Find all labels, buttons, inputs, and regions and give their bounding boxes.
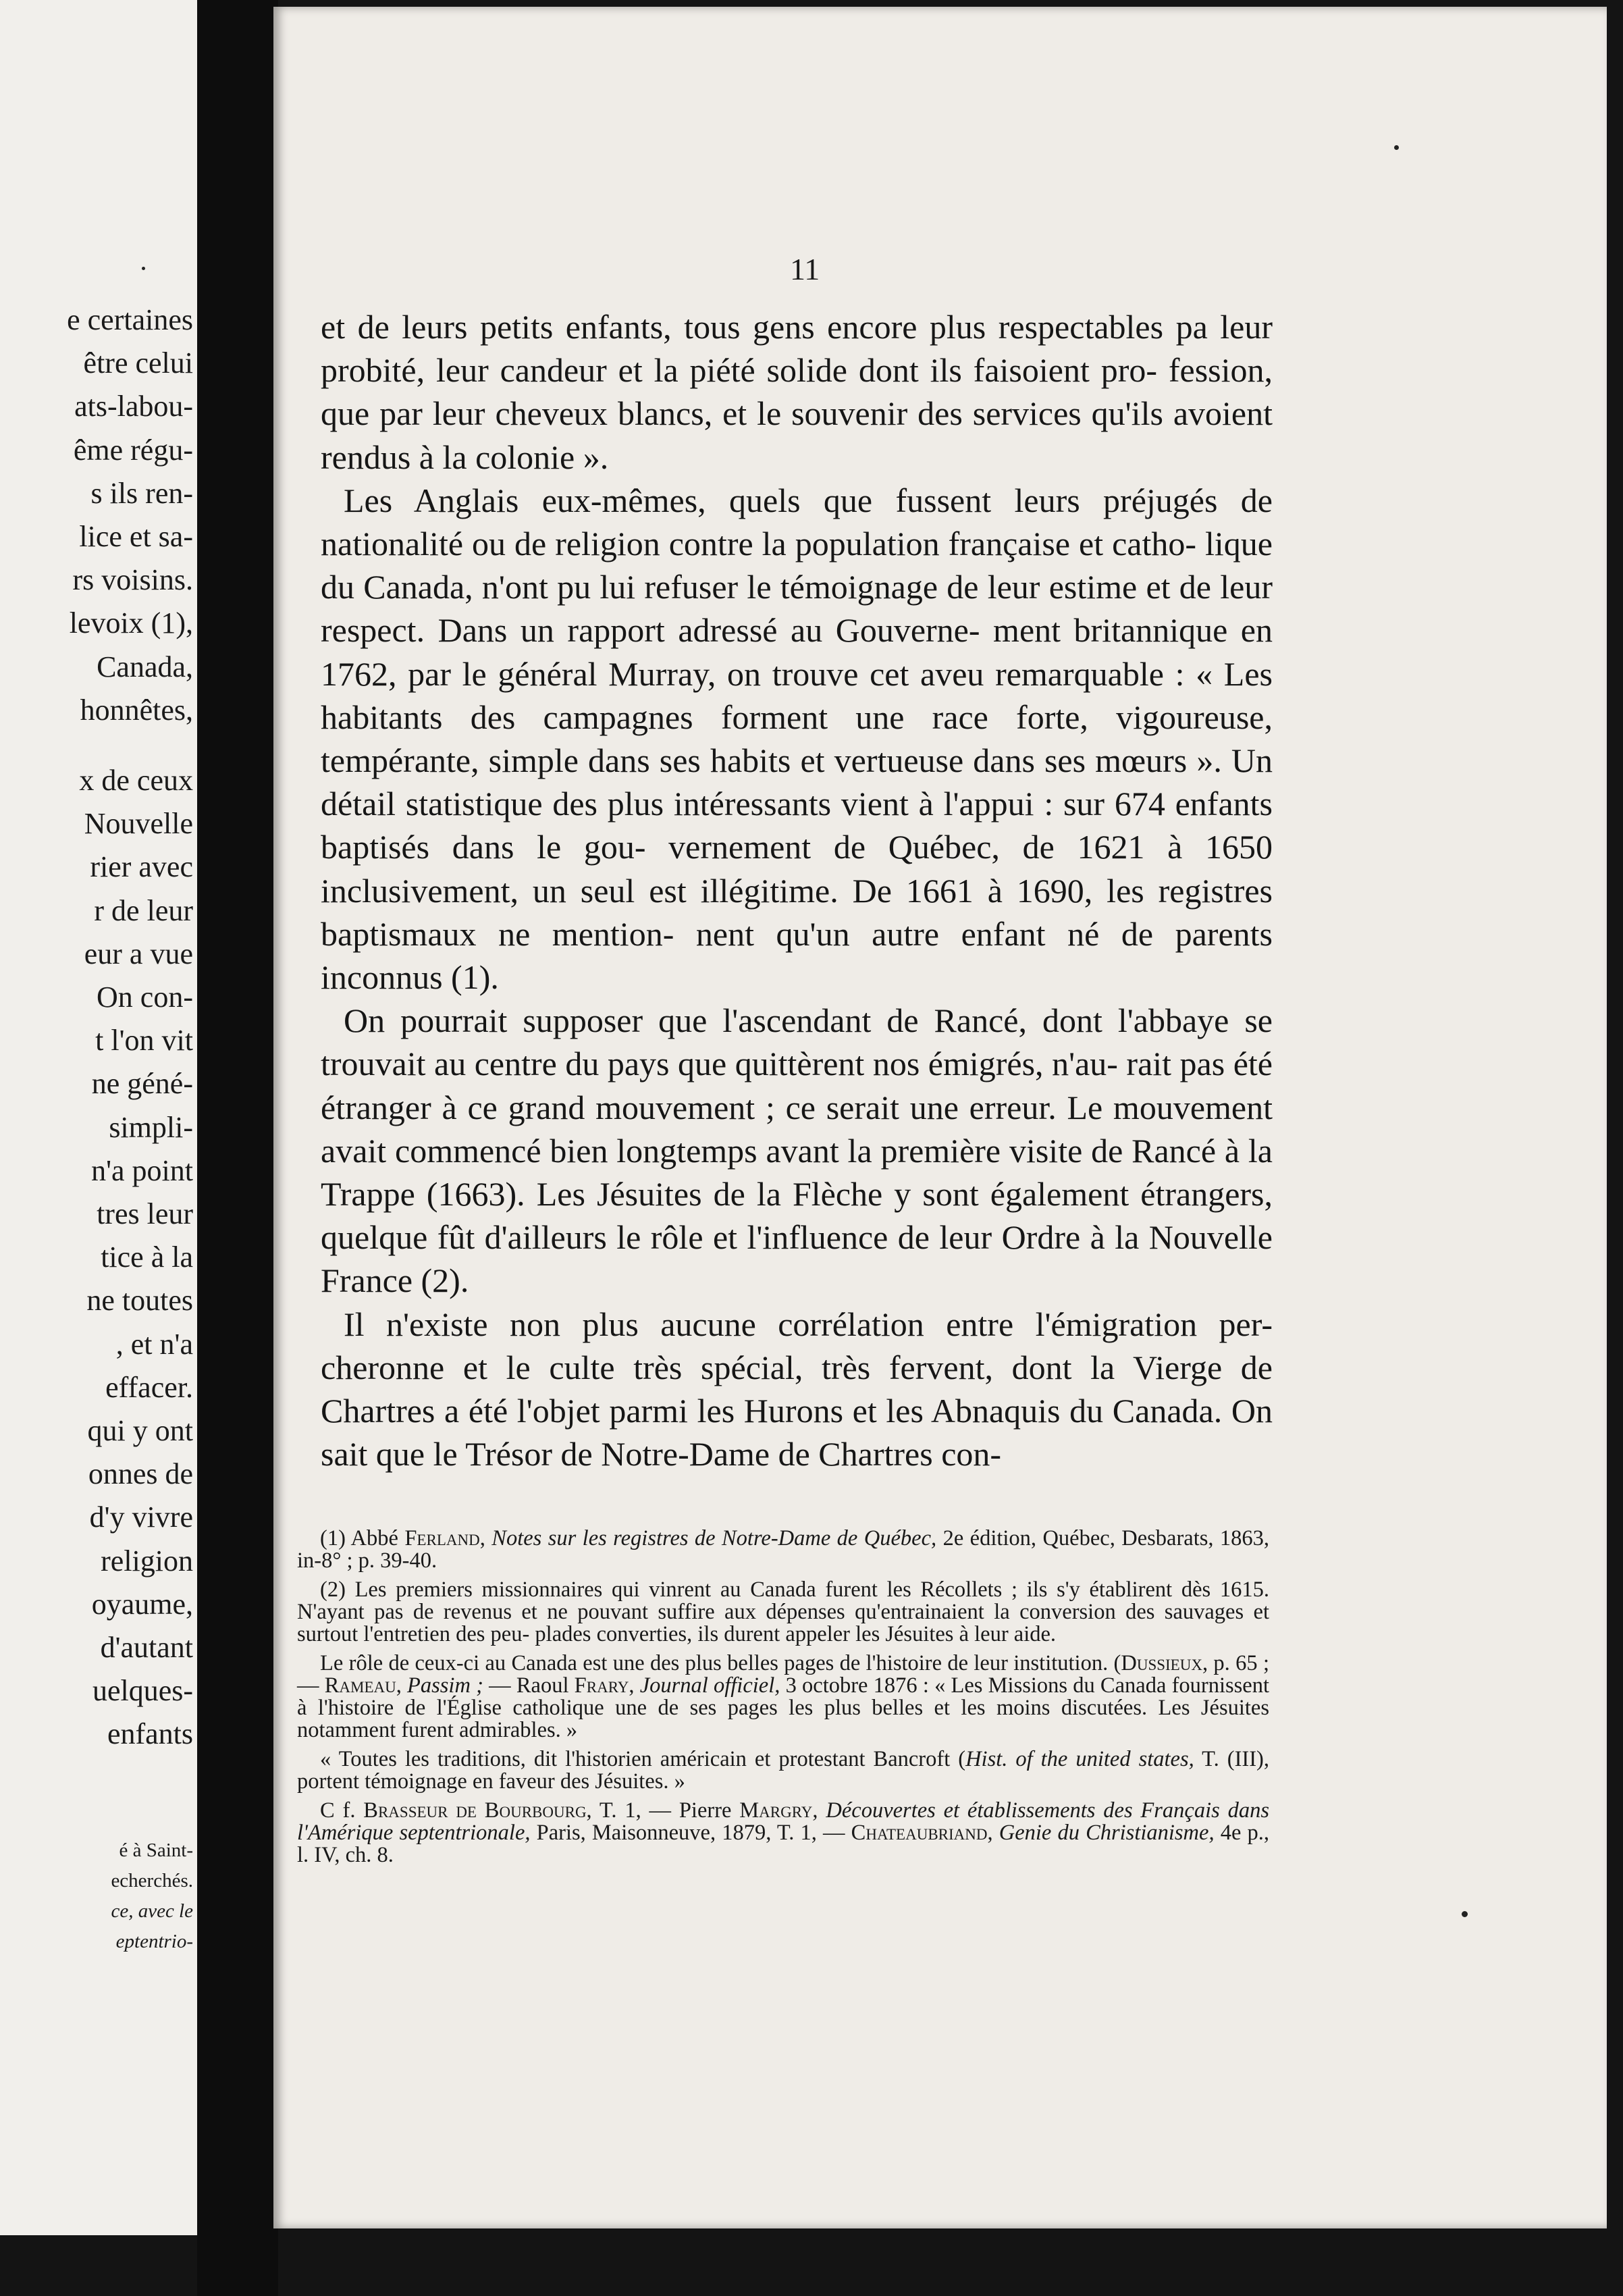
previous-page-line: Nouvelle (84, 807, 193, 841)
paragraph-2: Les Anglais eux-mêmes, quels que fussent leurs préjugés de nationalité ou de religion contre la population française et catho- lique du Canada, n'ont pu lui refuser le témoignage de leur estime et de leur respect. Dans un rapport adressé au Gouverne- ment britannique en 1762, par le général Murray, on trouve cet aveu remarquable : « Les habitants des campagnes forment une race forte, vigoureuse, tempérante, simple dans ses habits et vertueuse dans ses mœurs ». Un détail statistique des plus intéressants vient à l'appui : sur 674 enfants baptisés dans le gou- vernement de Québec, de 1621 à 1650 inclusivement, un seul est illégitime. De 1661 à 1690, les registres baptismaux ne mention- nent qu'un autre enfant né de parents inconnus (1). (321, 481, 1273, 997)
citation-title: Genie du Christianisme, (992, 1821, 1215, 1845)
previous-page-line: être celui (83, 346, 193, 380)
footnote-2-number: (2) (320, 1577, 346, 1602)
previous-page-line: t l'on vit (95, 1024, 193, 1058)
citation-author: Margry, (739, 1798, 818, 1823)
citation-author: Chateaubriand, (851, 1821, 993, 1845)
previous-page-line: e certaines (67, 303, 193, 336)
previous-page-line: On con- (97, 981, 193, 1014)
footnote-text: p. 65 ; — (297, 1651, 1270, 1698)
previous-page-line: oyaume, (91, 1587, 193, 1621)
page-number: 11 (790, 252, 820, 286)
previous-page-line: tres leur (97, 1197, 193, 1230)
previous-page-footnote-line: echerchés. (111, 1870, 193, 1891)
citation-title: Passim ; (401, 1673, 483, 1698)
footnote-2 (297, 1579, 1269, 1646)
footnote-bancroft (297, 1748, 1269, 1793)
footnote-references (297, 1800, 1269, 1867)
previous-page-line: Canada, (97, 650, 193, 683)
previous-page-line: ne géné- (91, 1067, 193, 1101)
footnote-1-title: Notes sur les registres de Notre-Dame de Québec, (491, 1526, 937, 1550)
previous-page-line: d'y vivre (89, 1501, 193, 1534)
previous-page-line: onnes de (88, 1457, 193, 1491)
previous-page-line: lice et sa- (79, 520, 193, 553)
previous-page-line: enfants (107, 1717, 193, 1751)
previous-page-line: rier avec (90, 850, 193, 884)
previous-page-line: honnêtes, (80, 693, 193, 727)
previous-page-line: r de leur (94, 893, 193, 927)
citation-author: Dussieux, (1121, 1651, 1208, 1675)
footnote-text: — Raoul (483, 1673, 575, 1698)
footnote-text: 3 octobre 1876 : « Les Missions du Canada fournissent à l'histoire de l'Église catholique une de ses pages les plus belles et les moins discutées. Les Jésuites notamment furent admirables. » (297, 1673, 1270, 1742)
footnote-1-number: (1) (320, 1526, 346, 1550)
scan-speck (142, 267, 145, 270)
paragraph-4: Il n'existe non plus aucune corrélation entre l'émigration per- cheronne et le culte très spécial, très fervent, dont la Vierge de Chartres a été l'objet parmi les Hurons et les Abnaquis du Canada. On sait que le Trésor de Notre-Dame de Chartres con- (321, 1305, 1273, 1473)
paragraph-1: et de leurs petits enfants, tous gens encore plus respectables pa leur probité, leur candeur et la piété solide dont ils faisoient pro- fession, que par leur cheveux blancs, et le souvenir des services qu'ils avoient rendus à la colonie ». (321, 308, 1273, 476)
footnote-1 (297, 1528, 1269, 1572)
citation-author: Frary, (574, 1673, 635, 1698)
previous-page-line: ême régu- (73, 433, 193, 467)
previous-page-line: uelques- (92, 1674, 193, 1708)
scan-speck (1394, 145, 1399, 150)
citation-title: Journal officiel, (634, 1673, 780, 1698)
book-gutter (197, 0, 278, 2296)
previous-page-line: x de ceux (79, 764, 193, 797)
footnote-text: Le rôle de ceux-ci au Canada est une des plus belles pages de l'histoire de leur institution. ( (320, 1651, 1121, 1675)
footnote-1-details: 2e édition, Québec, Desbarats, 1863, in-8° ; p. 39-40. (297, 1526, 1270, 1573)
footnote-2-continued (297, 1652, 1269, 1742)
citation-title: Découvertes et établissements des Français dans l'Amérique septentrionale, (297, 1798, 1270, 1845)
footnote-text: C f. (320, 1798, 364, 1823)
scan-speck (1462, 1911, 1468, 1917)
previous-page-line: simpli- (109, 1110, 193, 1144)
paragraph-3: On pourrait supposer que l'ascendant de Rancé, dont l'abbaye se trouvait au centre du pays que quittèrent nos émigrés, n'au- rait pas été étranger à ce grand mouvement ; ce serait une erreur. Le mouvement avait commencé bien longtemps avant la première visite de Rancé à la Trappe (1663). Les Jésuites de la Flèche y sont également étrangers, quelque fût d'ailleurs le rôle et l'influence de leur Ordre à la Nouvelle France (2). (321, 1001, 1273, 1300)
previous-page-line: rs voisins. (72, 563, 193, 597)
previous-page-line: tice à la (101, 1241, 193, 1274)
previous-page-line: ne toutes (86, 1284, 193, 1317)
footnote-2-text: Les premiers missionnaires qui vinrent au Canada furent les Récollets ; ils s'y établirent dès 1615. N'ayant pas de revenus et ne pouvant suffire aux dépenses qu'entrainaient la conversion des sauvages et surtout l'entretien des peu- plades converties, ils durent appeler les Jésuites à leur aide. (297, 1577, 1269, 1646)
citation-author: Brasseur de Bourbourg, (363, 1798, 592, 1823)
footnotes (297, 1528, 1269, 1873)
footnote-1-author: Ferland, (404, 1526, 485, 1550)
previous-page-fragment (0, 0, 197, 2235)
previous-page-line: ats-labou- (74, 390, 193, 423)
previous-page-line: qui y ont (87, 1414, 193, 1447)
previous-page-line: s ils ren- (90, 476, 193, 510)
previous-page-line: d'autant (100, 1631, 193, 1664)
previous-page-line: eur a vue (84, 937, 193, 970)
previous-page-line: levoix (1), (69, 606, 193, 640)
previous-page-line: effacer. (105, 1370, 193, 1404)
footnote-text: « Toutes les traditions, dit l'historien américain et protestant Bancroft ( (320, 1747, 966, 1771)
footnote-text: T. (III), portent témoignage en faveur des Jésuites. » (297, 1747, 1269, 1794)
footnote-1-author-prefix: Abbé (350, 1526, 398, 1550)
previous-page-footnote-line: é à Saint- (119, 1840, 193, 1861)
footnote-text: 4e p., l. IV, ch. 8. (297, 1821, 1269, 1867)
citation-title: Hist. of the united states, (965, 1747, 1194, 1771)
previous-page-footnote-line: ce, avec le (111, 1900, 193, 1922)
previous-page-footnote-line: eptentrio- (115, 1931, 193, 1952)
citation-author: Rameau, (324, 1673, 402, 1698)
footnote-text: T. 1, — Pierre (591, 1798, 740, 1823)
page-body (321, 305, 1273, 1476)
footnote-text: Paris, Maisonneuve, 1879, T. 1, — (530, 1821, 851, 1845)
previous-page-line: n'a point (91, 1153, 193, 1187)
previous-page-line: , et n'a (115, 1327, 193, 1361)
previous-page-line: religion (101, 1544, 193, 1577)
